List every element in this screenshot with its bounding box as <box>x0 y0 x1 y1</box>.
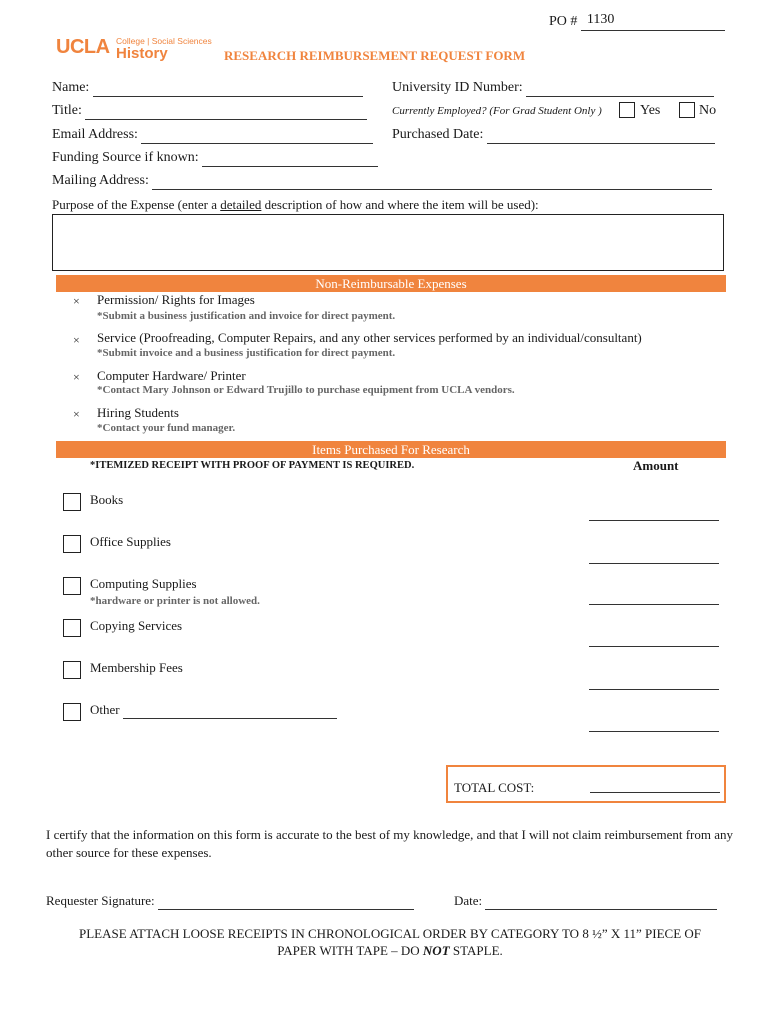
copying-services-amount-field[interactable] <box>589 646 719 647</box>
purchased-date-label: Purchased Date: <box>392 127 484 142</box>
funding-source-field[interactable] <box>202 150 378 167</box>
non-reimbursable-heading: Non-Reimbursable Expenses <box>56 275 726 292</box>
other-amount-field[interactable] <box>589 731 719 732</box>
mailing-address-field[interactable] <box>152 173 712 190</box>
copying-services-checkbox[interactable] <box>63 619 81 637</box>
bullet-icon: × <box>73 407 80 421</box>
po-value: 1130 <box>586 12 615 27</box>
po-field[interactable] <box>581 14 725 31</box>
attachment-instructions <box>40 925 740 959</box>
total-cost-label: TOTAL COST: <box>454 780 535 795</box>
other-description-field[interactable] <box>123 702 337 719</box>
books-checkbox[interactable] <box>63 493 81 511</box>
total-cost-field[interactable] <box>590 792 720 793</box>
logo-ucla: UCLA <box>56 36 110 58</box>
email-row <box>52 127 373 144</box>
signature-date-field[interactable] <box>485 893 717 910</box>
funding-source-row <box>52 150 378 167</box>
title-label: Title: <box>52 103 82 118</box>
computing-supplies-amount-field[interactable] <box>589 604 719 605</box>
receipt-requirement: *ITEMIZED RECEIPT WITH PROOF OF PAYMENT IS REQUIRED. <box>90 460 415 471</box>
requester-signature-label: Requester Signature: <box>46 893 155 908</box>
ucla-history-logo <box>56 36 216 64</box>
bullet-icon: × <box>73 370 80 384</box>
other-label: Other <box>90 702 120 717</box>
purchased-date-row <box>392 127 715 144</box>
name-field[interactable] <box>93 80 363 97</box>
non-reimb-note-1: *Submit a business justification and invoice for direct payment. <box>97 310 396 322</box>
employed-yes-label: Yes <box>640 103 661 118</box>
title-row <box>52 103 367 120</box>
purchased-date-field[interactable] <box>487 127 715 144</box>
po-label: PO # <box>549 14 578 29</box>
mailing-address-label: Mailing Address: <box>52 173 149 188</box>
office-supplies-amount-field[interactable] <box>589 563 719 564</box>
non-reimb-item-2: Service (Proofreading, Computer Repairs, and any other services performed by an individual/consultant) <box>97 330 642 345</box>
non-reimb-item-4: Hiring Students <box>97 405 179 420</box>
instructions-line-1: PLEASE ATTACH LOOSE RECEIPTS IN CHRONOLOGICAL ORDER BY CATEGORY TO 8 ½” X 11” PIECE OF <box>78 926 701 941</box>
currently-employed-label: Currently Employed? (For Grad Student Only ) <box>392 105 602 117</box>
logo-subtitle: College | Social Sciences <box>116 36 212 46</box>
items-purchased-heading: Items Purchased For Research <box>56 441 726 458</box>
name-label: Name: <box>52 80 90 95</box>
membership-fees-checkbox[interactable] <box>63 661 81 679</box>
requester-signature-row <box>46 893 414 910</box>
instructions-line-2a: PAPER WITH TAPE – DO <box>277 943 420 958</box>
other-row <box>90 702 337 719</box>
total-cost-box <box>446 765 726 803</box>
amount-header: Amount <box>633 458 679 473</box>
office-supplies-label: Office Supplies <box>90 534 171 549</box>
purpose-prefix: Purpose of the Expense (enter a <box>52 197 217 212</box>
funding-source-label: Funding Source if known: <box>52 150 199 165</box>
email-label: Email Address: <box>52 127 138 142</box>
logo-department: History <box>116 45 168 62</box>
office-supplies-checkbox[interactable] <box>63 535 81 553</box>
instructions-line-2 <box>40 942 740 959</box>
form-title: RESEARCH REIMBURSEMENT REQUEST FORM <box>224 48 526 63</box>
non-reimb-item-3: Computer Hardware/ Printer <box>97 368 246 383</box>
university-id-row <box>392 80 714 97</box>
email-field[interactable] <box>141 127 373 144</box>
instructions-line-2b: STAPLE. <box>452 943 503 958</box>
non-reimb-item-1: Permission/ Rights for Images <box>97 292 255 307</box>
bullet-icon: × <box>73 333 80 347</box>
non-reimb-note-3: *Contact Mary Johnson or Edward Trujillo to purchase equipment from UCLA vendors. <box>97 384 515 396</box>
books-amount-field[interactable] <box>589 520 719 521</box>
purpose-textarea[interactable] <box>52 214 724 271</box>
employed-yes-checkbox[interactable] <box>619 102 635 118</box>
university-id-field[interactable] <box>526 80 714 97</box>
computing-supplies-note: *hardware or printer is not allowed. <box>90 595 260 607</box>
po-number <box>549 14 725 31</box>
membership-fees-label: Membership Fees <box>90 660 183 675</box>
computing-supplies-label: Computing Supplies <box>90 576 197 591</box>
books-label: Books <box>90 492 124 507</box>
copying-services-label: Copying Services <box>90 618 183 633</box>
name-row <box>52 80 363 97</box>
requester-signature-field[interactable] <box>158 893 414 910</box>
bullet-icon: × <box>73 294 80 308</box>
certification-text: I certify that the information on this form is accurate to the best of my knowledge, and that I will not claim reimbursement from any other source for these expenses. <box>46 827 734 860</box>
non-reimb-note-4: *Contact your fund manager. <box>97 422 236 434</box>
mailing-address-row <box>52 173 712 190</box>
purpose-suffix: description of how and where the item will be used): <box>264 197 539 212</box>
employed-no-label: No <box>699 103 717 118</box>
other-checkbox[interactable] <box>63 703 81 721</box>
purpose-emphasis: detailed <box>220 197 262 212</box>
title-field[interactable] <box>85 103 367 120</box>
membership-fees-amount-field[interactable] <box>589 689 719 690</box>
employed-no-checkbox[interactable] <box>679 102 695 118</box>
non-reimb-note-2: *Submit invoice and a business justification for direct payment. <box>97 347 396 359</box>
signature-date-label: Date: <box>454 893 483 908</box>
signature-date-row <box>454 893 717 910</box>
university-id-label: University ID Number: <box>392 80 523 95</box>
purpose-label <box>52 197 539 213</box>
computing-supplies-checkbox[interactable] <box>63 577 81 595</box>
instructions-emphasis: NOT <box>422 943 450 958</box>
